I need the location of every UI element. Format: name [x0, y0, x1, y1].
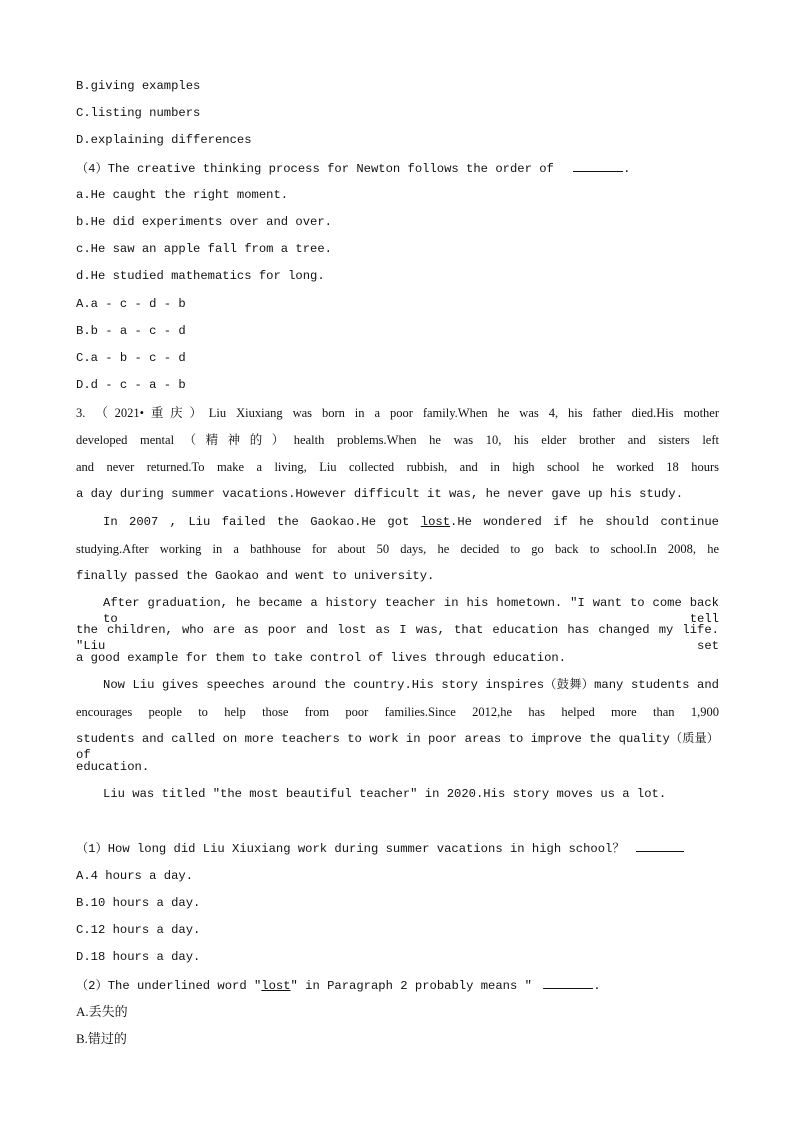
passage-line: Now Liu gives speeches around the country.His story inspires（鼓舞）many students and: [103, 678, 719, 692]
passage-line: Liu was titled "the most beautiful teacher" in 2020.His story moves us a lot.: [103, 787, 667, 801]
passage-line: developed mental（精神的）health problems.When he was 10, his elder brother and sisters left: [76, 433, 719, 447]
passage-line: 3. （2021•重庆）Liu Xiuxiang was born in a poor family.When he was 4, his father died.His mother: [76, 406, 719, 420]
answer-blank: [543, 977, 593, 989]
option-b: B.10 hours a day.: [76, 896, 201, 910]
option-c: C.listing numbers: [76, 106, 201, 120]
passage-line: studying.After working in a bathhouse for about 50 days, he decided to go back to school.In 2008, he: [76, 542, 719, 556]
event-item: d.He studied mathematics for long.: [76, 269, 325, 283]
passage-line: finally passed the Gaokao and went to university.: [76, 569, 435, 583]
answer-blank: [573, 160, 623, 172]
option-b: B.b - a - c - d: [76, 324, 186, 338]
text-segment: " in Paragraph 2 probably means ": [290, 979, 532, 993]
option-a: A.4 hours a day.: [76, 869, 194, 883]
text-segment: .He wondered if he should continue: [450, 515, 719, 529]
option-d: D.explaining differences: [76, 133, 252, 147]
option-b: B.giving examples: [76, 79, 201, 93]
passage-line: [103, 514, 719, 530]
underlined-word: lost: [261, 979, 291, 993]
question-4-text: （4）The creative thinking process for Newton follows the order of: [76, 162, 554, 176]
event-item: b.He did experiments over and over.: [76, 215, 332, 229]
option-a: A.丢失的: [76, 1004, 128, 1019]
option-c: C.12 hours a day.: [76, 923, 201, 937]
passage-line: students and called on more teachers to work in poor areas to improve the quality（质量）of: [76, 732, 719, 762]
question-4-end: .: [623, 162, 631, 176]
passage-line: and never returned.To make a living, Liu collected rubbish, and in high school he worked 18 hours: [76, 460, 719, 474]
option-c: C.a - b - c - d: [76, 351, 186, 365]
option-d: D.18 hours a day.: [76, 950, 201, 964]
question-1-text: （1）How long did Liu Xiuxiang work during summer vacations in high school？: [76, 842, 625, 856]
option-d: D.d - c - a - b: [76, 378, 186, 392]
question-4-stem: [76, 160, 630, 177]
answer-blank: [636, 840, 684, 852]
text-segment: （2）The underlined word ": [76, 979, 262, 993]
underlined-word: lost: [420, 515, 451, 529]
passage-line: After graduation, he became a history teacher in his hometown. "I want to come back to tell: [103, 596, 719, 626]
passage-line: encourages people to help those from poor families.Since 2012,he has helped more than 1,900: [76, 705, 719, 719]
question-1-stem: [76, 840, 684, 857]
event-item: c.He saw an apple fall from a tree.: [76, 242, 332, 256]
event-item: a.He caught the right moment.: [76, 188, 289, 202]
question-2-stem: [76, 977, 601, 994]
passage-line: a good example for them to take control of lives through education.: [76, 651, 567, 665]
passage-line: education.: [76, 760, 150, 774]
option-a: A.a - c - d - b: [76, 297, 186, 311]
passage-line: the children, who are as poor and lost as I was, that education has changed my life. "Liu set: [76, 623, 719, 653]
passage-line: a day during summer vacations.However difficult it was, he never gave up his study.: [76, 487, 684, 501]
text-segment: In 2007 , Liu failed the Gaokao.He got: [103, 515, 410, 529]
option-b: B.错过的: [76, 1031, 127, 1046]
question-2-end: .: [593, 979, 601, 993]
